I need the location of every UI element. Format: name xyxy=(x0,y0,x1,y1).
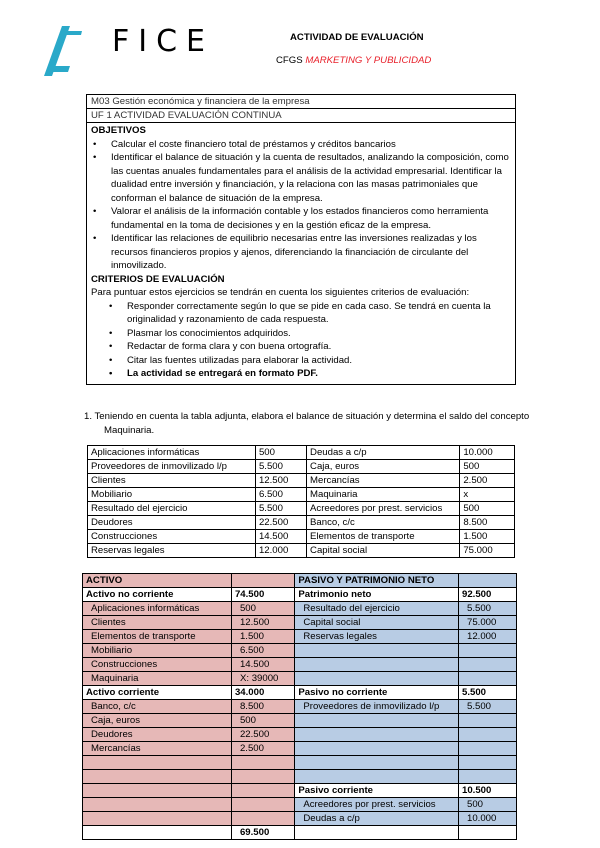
table-row xyxy=(83,630,517,644)
account-value: 2.500 xyxy=(460,474,515,488)
table-row xyxy=(83,574,517,588)
account-name: Deudas a c/p xyxy=(307,446,460,460)
table-row xyxy=(83,784,517,798)
balance-value: 8.500 xyxy=(231,700,294,714)
objectives-list xyxy=(91,138,511,273)
table-row xyxy=(88,460,515,474)
table-row xyxy=(88,530,515,544)
account-name: Mercancías xyxy=(307,474,460,488)
balance-label: Maquinaria xyxy=(83,672,232,686)
balance-label xyxy=(295,742,459,756)
criteria-heading: CRITERIOS DE EVALUACIÓN xyxy=(91,273,225,285)
balance-value: 500 xyxy=(459,798,517,812)
balance-label: Activo no corriente xyxy=(83,588,232,602)
balance-label: ACTIVO xyxy=(83,574,232,588)
table-row xyxy=(83,742,517,756)
table-row xyxy=(83,686,517,700)
balance-label: Capital social xyxy=(295,616,459,630)
balance-value: 5.500 xyxy=(459,686,517,700)
table-row xyxy=(88,516,515,530)
balance-label: Construcciones xyxy=(83,658,232,672)
balance-label: Acreedores por prest. servicios xyxy=(295,798,459,812)
balance-label: Mercancías xyxy=(83,742,232,756)
logo-mark-icon xyxy=(40,26,110,76)
balance-label xyxy=(83,812,232,826)
balance-value: 34.000 xyxy=(231,686,294,700)
account-value: 500 xyxy=(460,460,515,474)
table-row xyxy=(83,812,517,826)
table-row xyxy=(83,644,517,658)
activity-info-box xyxy=(86,94,516,385)
table-row xyxy=(83,756,517,770)
balance-label xyxy=(295,658,459,672)
balance-value: 74.500 xyxy=(231,588,294,602)
objective-item: • Valorar el análisis de la información contable y los estados financieros como herramienta fundamental en la toma de decisiones y en la gestión eficaz de la empresa. xyxy=(91,205,511,232)
table-row xyxy=(88,446,515,460)
account-name: Mobiliario xyxy=(88,488,256,502)
balance-label xyxy=(295,644,459,658)
table-row xyxy=(83,770,517,784)
account-value: 12.000 xyxy=(255,544,306,558)
account-value: 6.500 xyxy=(255,488,306,502)
balance-value xyxy=(459,714,517,728)
balance-value xyxy=(459,770,517,784)
balance-label: Mobiliario xyxy=(83,644,232,658)
balance-label xyxy=(83,826,232,840)
balance-label xyxy=(295,672,459,686)
balance-value: 12.500 xyxy=(231,616,294,630)
balance-value xyxy=(231,784,294,798)
criteria-intro: Para puntuar estos ejercicios se tendrán en cuenta los siguientes criterios de evaluación: xyxy=(91,287,470,298)
balance-label xyxy=(295,770,459,784)
table-row xyxy=(83,672,517,686)
account-value: 500 xyxy=(460,502,515,516)
balance-value xyxy=(459,574,517,588)
accounts-data-table xyxy=(87,445,515,558)
table-row xyxy=(83,714,517,728)
account-value: 22.500 xyxy=(255,516,306,530)
account-value: 5.500 xyxy=(255,502,306,516)
module-title: M03 Gestión económica y financiera de la empresa xyxy=(87,95,515,109)
table-row xyxy=(83,826,517,840)
objectives-heading: OBJETIVOS xyxy=(91,125,146,136)
table-row xyxy=(88,502,515,516)
balance-label: Banco, c/c xyxy=(83,700,232,714)
table-row xyxy=(83,798,517,812)
balance-label xyxy=(295,756,459,770)
balance-value xyxy=(231,574,294,588)
balance-value: 500 xyxy=(231,714,294,728)
account-value: 14.500 xyxy=(255,530,306,544)
account-value: 500 xyxy=(255,446,306,460)
table-row xyxy=(83,700,517,714)
balance-value: 10.000 xyxy=(459,812,517,826)
balance-label: Activo corriente xyxy=(83,686,232,700)
balance-sheet-table xyxy=(82,573,517,840)
document-title: ACTIVIDAD DE EVALUACIÓN xyxy=(290,32,424,43)
objective-item: • Identificar el balance de situación y la cuenta de resultados, analizando la composición, como las cuentas anuales fundamentales para el análisis de la actividad empresarial. Identificar la dualidad entre inversión y financiación, y la relaciona con las masas patrimoniales que conforman el balance de situación de la empresa. xyxy=(91,151,511,205)
account-value: 10.000 xyxy=(460,446,515,460)
balance-label: Elementos de transporte xyxy=(83,630,232,644)
account-name: Caja, euros xyxy=(307,460,460,474)
balance-label: Caja, euros xyxy=(83,714,232,728)
account-name: Resultado del ejercicio xyxy=(88,502,256,516)
balance-label: PASIVO Y PATRIMONIO NETO xyxy=(295,574,459,588)
balance-value: 6.500 xyxy=(231,644,294,658)
account-name: Aplicaciones informáticas xyxy=(88,446,256,460)
balance-value: 500 xyxy=(231,602,294,616)
table-row xyxy=(83,602,517,616)
account-value: 1.500 xyxy=(460,530,515,544)
criteria-item: • Plasmar los conocimientos adquiridos. xyxy=(91,327,511,341)
balance-label xyxy=(295,826,459,840)
balance-value xyxy=(231,798,294,812)
balance-label xyxy=(83,756,232,770)
balance-value xyxy=(231,812,294,826)
account-value: 12.500 xyxy=(255,474,306,488)
account-name: Elementos de transporte xyxy=(307,530,460,544)
fice-logo xyxy=(40,24,215,79)
balance-label: Reservas legales xyxy=(295,630,459,644)
balance-value: 69.500 xyxy=(231,826,294,840)
balance-value xyxy=(459,756,517,770)
balance-label: Deudores xyxy=(83,728,232,742)
balance-label xyxy=(295,728,459,742)
balance-value: 5.500 xyxy=(459,602,517,616)
balance-value: 5.500 xyxy=(459,700,517,714)
account-name: Clientes xyxy=(88,474,256,488)
balance-label: Pasivo no corriente xyxy=(295,686,459,700)
question-1: 1. Teniendo en cuenta la tabla adjunta, elabora el balance de situación y determina el saldo del concepto Maquinaria. xyxy=(84,411,530,436)
account-name: Proveedores de inmovilizado l/p xyxy=(88,460,256,474)
account-value: 8.500 xyxy=(460,516,515,530)
balance-label: Proveedores de inmovilizado l/p xyxy=(295,700,459,714)
balance-label: Deudas a c/p xyxy=(295,812,459,826)
table-row xyxy=(88,488,515,502)
balance-value xyxy=(459,658,517,672)
balance-value: 14.500 xyxy=(231,658,294,672)
balance-value: X: 39000 xyxy=(231,672,294,686)
account-name: Construcciones xyxy=(88,530,256,544)
unit-title: UF 1 ACTIVIDAD EVALUACIÓN CONTINUA xyxy=(87,109,515,123)
balance-value xyxy=(459,672,517,686)
balance-value: 22.500 xyxy=(231,728,294,742)
balance-value xyxy=(231,770,294,784)
account-name: Capital social xyxy=(307,544,460,558)
balance-label: Clientes xyxy=(83,616,232,630)
course-line xyxy=(276,55,431,66)
balance-value: 2.500 xyxy=(231,742,294,756)
account-value: 75.000 xyxy=(460,544,515,558)
balance-label xyxy=(295,714,459,728)
balance-value xyxy=(459,826,517,840)
table-row xyxy=(83,588,517,602)
balance-label xyxy=(83,784,232,798)
criteria-item: • Redactar de forma clara y con buena ortografía. xyxy=(91,340,511,354)
balance-label: Pasivo corriente xyxy=(295,784,459,798)
balance-label: Aplicaciones informáticas xyxy=(83,602,232,616)
logo-text: FICE xyxy=(112,24,215,59)
criteria-item: • Responder correctamente según lo que se pide en cada caso. Se tendrá en cuenta la originalidad y razonamiento de cada respuesta. xyxy=(91,300,511,327)
account-name: Acreedores por prest. servicios xyxy=(307,502,460,516)
table-row xyxy=(83,616,517,630)
account-name: Deudores xyxy=(88,516,256,530)
balance-value xyxy=(231,756,294,770)
account-value: 5.500 xyxy=(255,460,306,474)
criteria-item: • Citar las fuentes utilizadas para elaborar la actividad. xyxy=(91,354,511,368)
criteria-list xyxy=(91,300,511,381)
account-value: x xyxy=(460,488,515,502)
balance-label xyxy=(83,770,232,784)
balance-value: 12.000 xyxy=(459,630,517,644)
account-name: Banco, c/c xyxy=(307,516,460,530)
account-name: Maquinaria xyxy=(307,488,460,502)
balance-value xyxy=(459,644,517,658)
balance-label: Resultado del ejercicio xyxy=(295,602,459,616)
table-row xyxy=(83,658,517,672)
criteria-item: • La actividad se entregará en formato PDF. xyxy=(91,367,511,381)
balance-value: 10.500 xyxy=(459,784,517,798)
table-row xyxy=(83,728,517,742)
table-row xyxy=(88,474,515,488)
balance-value: 1.500 xyxy=(231,630,294,644)
balance-value xyxy=(459,742,517,756)
balance-label: Patrimonio neto xyxy=(295,588,459,602)
balance-value: 92.500 xyxy=(459,588,517,602)
balance-label xyxy=(83,798,232,812)
objective-item: • Calcular el coste financiero total de préstamos y créditos bancarios xyxy=(91,138,511,152)
balance-value: 75.000 xyxy=(459,616,517,630)
table-row xyxy=(88,544,515,558)
course-prefix: CFGS xyxy=(276,55,303,66)
objective-item: • Identificar las relaciones de equilibrio necesarias entre las inversiones realizadas y los recursos financieros propios y ajenos, diferenciando la financiación de circulante del inmovilizado. xyxy=(91,232,511,273)
account-name: Reservas legales xyxy=(88,544,256,558)
course-name: MARKETING Y PUBLICIDAD xyxy=(305,55,432,66)
balance-value xyxy=(459,728,517,742)
